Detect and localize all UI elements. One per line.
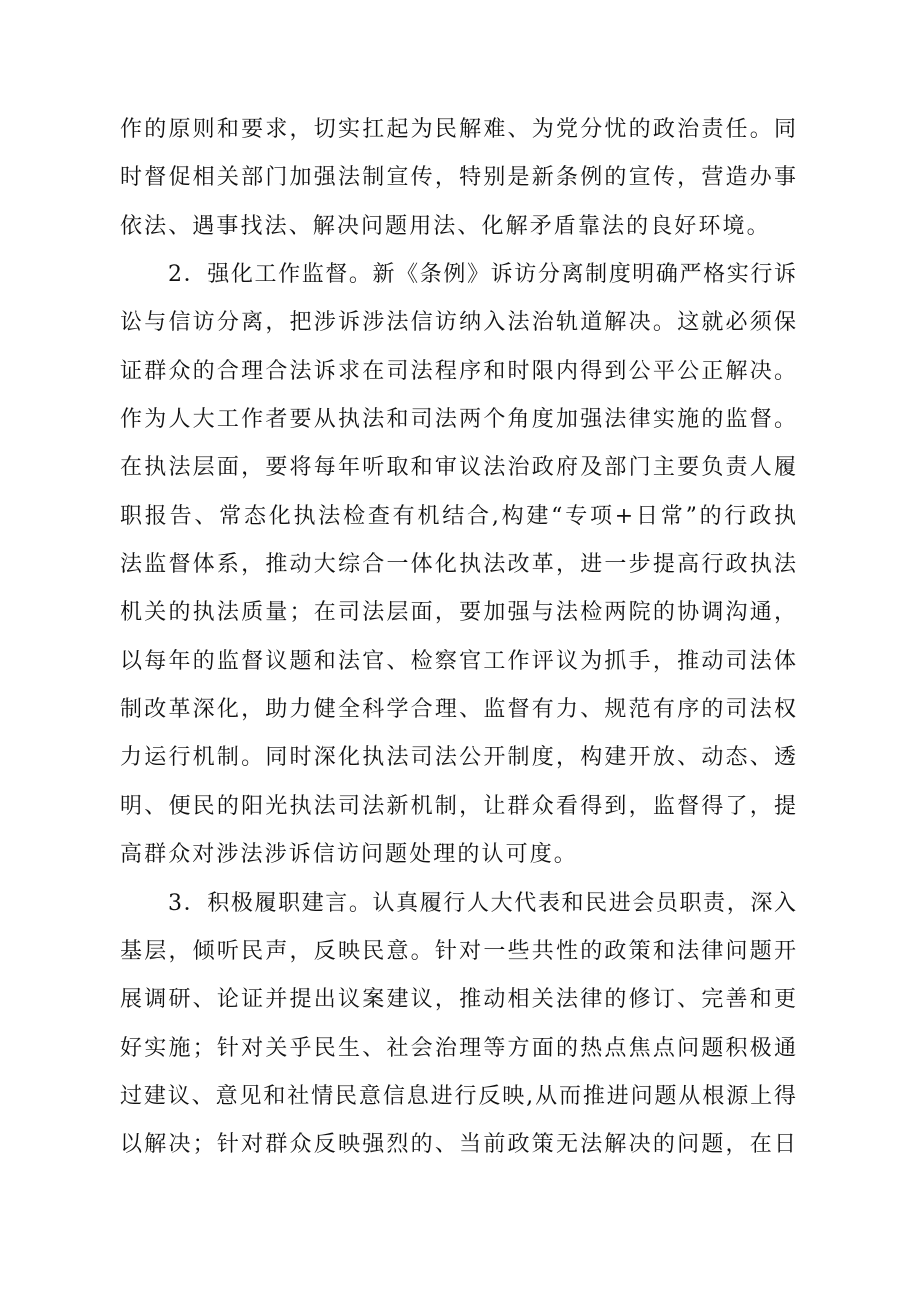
text-line: 在执法层面，要将每年听取和审议法治政府及部门主要负责人履 — [120, 455, 797, 481]
text-line: 证群众的合理合法诉求在司法程序和时限内得到公平公正解决。 — [120, 358, 797, 384]
text-line: 2．强化工作监督。新《条例》诉访分离制度明确严格实行诉 — [168, 262, 797, 288]
text-line: 时督促相关部门加强法制宣传，特别是新条例的宣传，营造办事 — [120, 165, 797, 191]
text-line: 以解决；针对群众反映强烈的、当前政策无法解决的问题，在日 — [120, 1132, 797, 1158]
text-line: 展调研、论证并提出议案建议，推动相关法律的修订、完善和更 — [120, 987, 797, 1013]
text-line: 依法、遇事找法、解决问题用法、化解矛盾靠法的良好环境。 — [120, 213, 771, 239]
paragraph — [120, 880, 797, 1170]
text-line: 3．积极履职建言。认真履行人大代表和民进会员职责，深入 — [168, 890, 797, 916]
text-line: 高群众对涉法涉诉信访问题处理的认可度。 — [120, 842, 578, 868]
paragraph — [120, 251, 797, 879]
text-line: 好实施；针对关乎民生、社会治理等方面的热点焦点问题积极通 — [120, 1035, 797, 1061]
text-line: 职报告、常态化执法检查有机结合,构建“专项+日常”的行政执 — [120, 503, 797, 529]
text-line: 讼与信访分离，把涉诉涉法信访纳入法治轨道解决。这就必须保 — [120, 310, 797, 336]
text-line: 力运行机制。同时深化执法司法公开制度，构建开放、动态、透 — [120, 745, 797, 771]
text-line: 作为人大工作者要从执法和司法两个角度加强法律实施的监督。 — [120, 407, 797, 433]
text-line: 过建议、意见和社情民意信息进行反映,从而推进问题从根源上得 — [120, 1083, 797, 1109]
text-line: 作的原则和要求，切实扛起为民解难、为党分忧的政治责任。同 — [120, 117, 797, 142]
paragraph — [120, 106, 797, 251]
text-line: 法监督体系，推动大综合一体化执法改革，进一步提高行政执法 — [120, 552, 797, 578]
document-body — [120, 106, 797, 1170]
text-line: 制改革深化，助力健全科学合理、监督有力、规范有序的司法权 — [120, 697, 797, 723]
text-line: 基层，倾听民声，反映民意。针对一些共性的政策和法律问题开 — [120, 938, 797, 964]
text-line: 明、便民的阳光执法司法新机制，让群众看得到，监督得了，提 — [120, 793, 797, 819]
text-line: 以每年的监督议题和法官、检察官工作评议为抓手，推动司法体 — [120, 648, 797, 674]
text-line: 机关的执法质量；在司法层面，要加强与法检两院的协调沟通， — [120, 600, 797, 626]
